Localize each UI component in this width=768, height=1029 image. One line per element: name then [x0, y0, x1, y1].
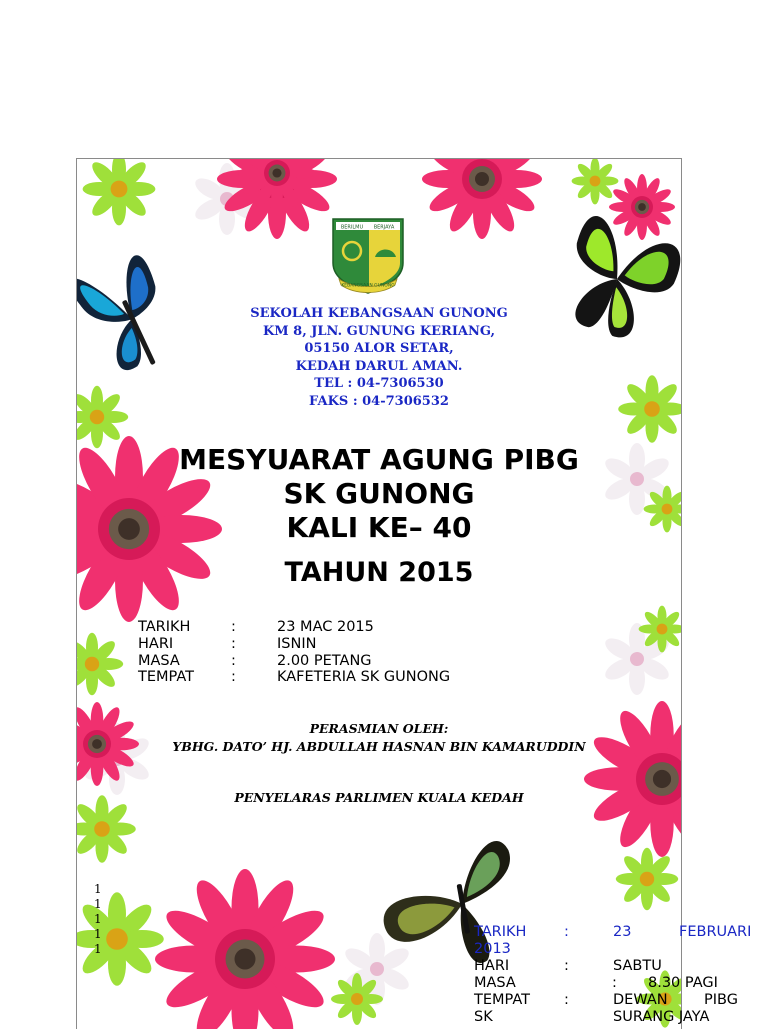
overflow-label: HARI	[474, 958, 510, 974]
opening-label: PERASMIAN OLEH:	[309, 721, 449, 736]
detail-label: MASA	[138, 652, 180, 669]
detail-label: TEMPAT	[138, 669, 194, 686]
margin-number: 1	[94, 897, 102, 911]
school-address-block	[77, 305, 681, 411]
overflow-value: PIBG	[704, 992, 738, 1008]
margin-line-numbers	[94, 882, 102, 957]
school-telephone: TEL : 04-7306530	[314, 376, 444, 392]
crest-motto-right: BERJAYA	[373, 224, 395, 231]
detail-value: KAFETERIA SK GUNONG	[277, 669, 451, 686]
crest-ribbon-text: KEBANGSAAN GUNONG	[341, 283, 395, 289]
school-fax: FAKS : 04-7306532	[309, 393, 449, 409]
meeting-title-line-2: SK GUNONG	[283, 477, 475, 510]
margin-number: 1	[94, 912, 102, 926]
overflow-separator: :	[612, 975, 617, 991]
meeting-title	[77, 443, 681, 545]
opening-officiant-title: PENYELARAS PARLIMEN KUALA KEDAH	[234, 790, 524, 805]
overflow-label: SK	[474, 1009, 493, 1025]
meeting-year: TAHUN 2015	[284, 557, 474, 588]
overflow-value: 8.30 PAGI	[648, 975, 718, 991]
overflow-label: TEMPAT	[474, 992, 530, 1008]
school-address-line-1: KM 8, JLN. GUNUNG KERIANG,	[262, 323, 496, 339]
school-address-line-2: 05150 ALOR SETAR,	[304, 341, 454, 357]
meeting-title-line-3: KALI KE– 40	[286, 511, 472, 544]
detail-label: TARIKH	[138, 619, 191, 635]
detail-value: 2.00 PETANG	[277, 652, 372, 669]
overflow-value: 23	[613, 924, 632, 940]
overflow-separator: :	[564, 992, 569, 1008]
detail-separator: :	[231, 635, 236, 652]
detail-value: ISNIN	[277, 635, 317, 652]
opening-officiant-name: YBHG. DATO’ HJ. ABDULLAH HASNAN BIN KAMARUDDIN	[172, 739, 586, 754]
crest-motto-left: BERILMU	[340, 224, 364, 231]
school-crest-logo	[323, 213, 413, 299]
detail-value: 23 MAC 2015	[277, 619, 374, 635]
detail-separator: :	[231, 652, 236, 669]
overflow-value: SABTU	[613, 958, 662, 974]
margin-number: 1	[94, 882, 102, 896]
overflow-value: DEWAN	[613, 992, 668, 1008]
overflow-separator: :	[564, 958, 569, 974]
detail-separator: :	[231, 619, 236, 635]
overflow-separator: :	[564, 924, 569, 940]
meeting-title-line-1: MESYUARAT AGUNG PIBG	[179, 443, 579, 476]
detail-separator: :	[231, 669, 236, 686]
overflow-label: TARIKH	[474, 924, 527, 940]
overflow-label: MASA	[474, 975, 516, 991]
margin-number: 1	[94, 942, 102, 956]
school-name: SEKOLAH KEBANGSAAN GUNONG	[250, 306, 508, 321]
overflow-value: FEBRUARI	[679, 924, 752, 940]
invitation-card	[76, 158, 682, 1029]
detail-label: HARI	[138, 635, 174, 652]
overflow-details-block	[474, 924, 764, 1026]
overflow-value: 2013	[474, 941, 511, 957]
overflow-value: SURANG JAYA	[613, 1009, 710, 1025]
school-address-line-3: KEDAH DARUL AMAN.	[295, 358, 463, 374]
margin-number: 1	[94, 927, 102, 941]
